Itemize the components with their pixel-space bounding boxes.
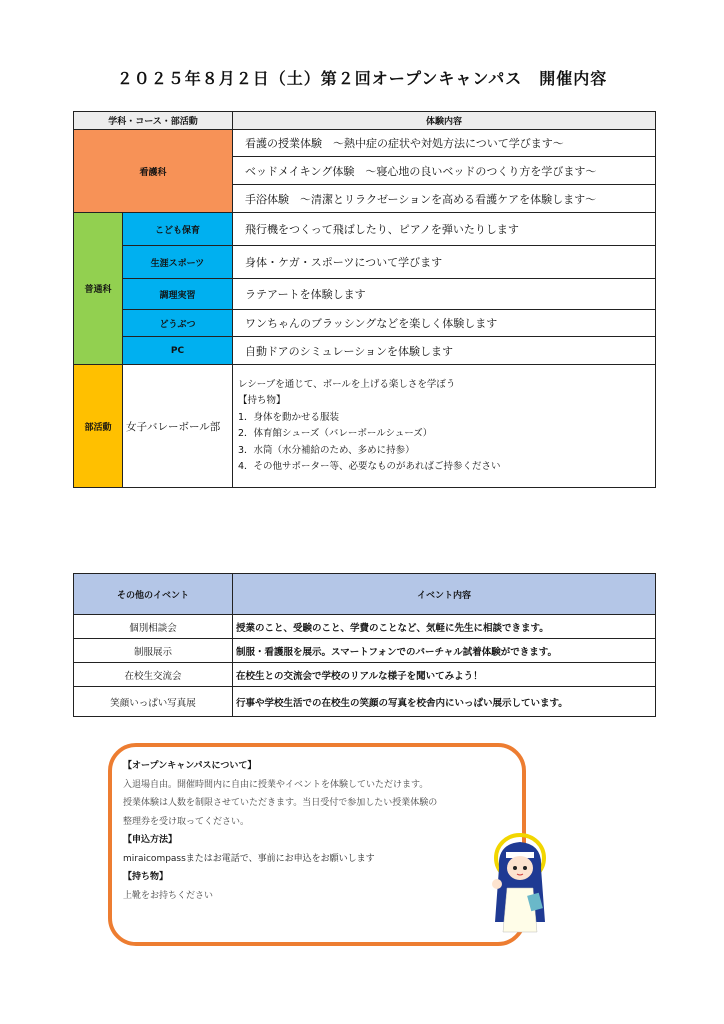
about-heading: 【オープンキャンパスについて】 — [123, 761, 257, 771]
course-label: 生涯スポーツ — [122, 245, 233, 279]
club-name: 女子バレーボール部 — [122, 364, 233, 488]
club-line: 1．身体を動かせる服装 — [238, 411, 340, 423]
course-content: ラテアートを体験します — [232, 278, 656, 310]
about-line: 授業体験は人数を制限させていただきます。当日受付で参加したい授業体験の — [123, 798, 438, 808]
course-content: 自動ドアのシミュレーションを体験します — [232, 336, 656, 365]
nursing-row: 手浴体験 ～清潔とリラクゼーションを高める看護ケアを体験します～ — [232, 184, 656, 213]
nursing-row: ベッドメイキング体験 ～寝心地の良いベッドのつくり方を学びます～ — [232, 156, 656, 185]
events-header-name: その他のイベント — [73, 573, 233, 615]
nursing-label: 看護科 — [73, 129, 233, 213]
event-name: 制服展示 — [73, 638, 233, 663]
course-content: 飛行機をつくって飛ばしたり、ピアノを弾いたりします — [232, 212, 656, 246]
info-text — [123, 757, 437, 905]
header-department: 学科・コース・部活動 — [73, 111, 233, 130]
course-label: どうぶつ — [122, 309, 233, 337]
club-line: 2．体育館シューズ（バレーボールシューズ） — [238, 428, 433, 439]
event-name: 在校生交流会 — [73, 662, 233, 687]
event-content: 在校生との交流会で学校のリアルな様子を聞いてみよう！ — [232, 662, 656, 687]
events-header-content: イベント内容 — [232, 573, 656, 615]
apply-heading: 【申込方法】 — [123, 835, 178, 845]
club-details — [232, 364, 656, 488]
bring-heading: 【持ち物】 — [123, 872, 169, 882]
course-label: 調理実習 — [122, 278, 233, 310]
event-content: 制服・看護服を展示。スマートフォンでのバーチャル試着体験ができます。 — [232, 638, 656, 663]
club-line: 4．その他サポーター等、必要なものがあればご持参ください — [238, 461, 501, 472]
course-label: PC — [122, 336, 233, 365]
event-content: 行事や学校生活での在校生の笑顔の写真を校舎内にいっぱい展示しています。 — [232, 686, 656, 717]
course-content: ワンちゃんのブラッシングなどを楽しく体験します — [232, 309, 656, 337]
event-name: 個別相談会 — [73, 614, 233, 639]
club-line: レシーブを通じて、ボールを上げる楽しさを学ぼう — [238, 378, 456, 390]
page-title: ２０２５年８月２日（土）第２回オープンキャンパス 開催内容 — [116, 69, 608, 88]
apply-text: miraicompassまたはお電話で、事前にお申込をお願いします — [123, 853, 375, 864]
about-line: 整理券を受け取ってください。 — [123, 816, 250, 827]
nursing-row: 看護の授業体験 ～熱中症の症状や対処方法について学びます～ — [232, 129, 656, 157]
bring-text: 上靴をお持ちください — [123, 890, 214, 901]
nun-mascot-icon — [489, 832, 551, 938]
club-line: 【持ち物】 — [238, 395, 286, 406]
event-name: 笑顔いっぱい写真展 — [73, 686, 233, 717]
club-line: 3．水筒（水分補給のため、多めに持参） — [238, 444, 415, 456]
event-content: 授業のこと、受験のこと、学費のことなど、気軽に先生に相談できます。 — [232, 614, 656, 639]
course-label: こども保育 — [122, 212, 233, 246]
club-label: 部活動 — [73, 364, 123, 488]
course-content: 身体・ケガ・スポーツについて学びます — [232, 245, 656, 279]
about-line: 入退場自由。開催時間内に自由に授業やイベントを体験していただけます。 — [123, 779, 429, 790]
general-label: 普通科 — [73, 212, 123, 365]
header-content: 体験内容 — [232, 111, 656, 130]
